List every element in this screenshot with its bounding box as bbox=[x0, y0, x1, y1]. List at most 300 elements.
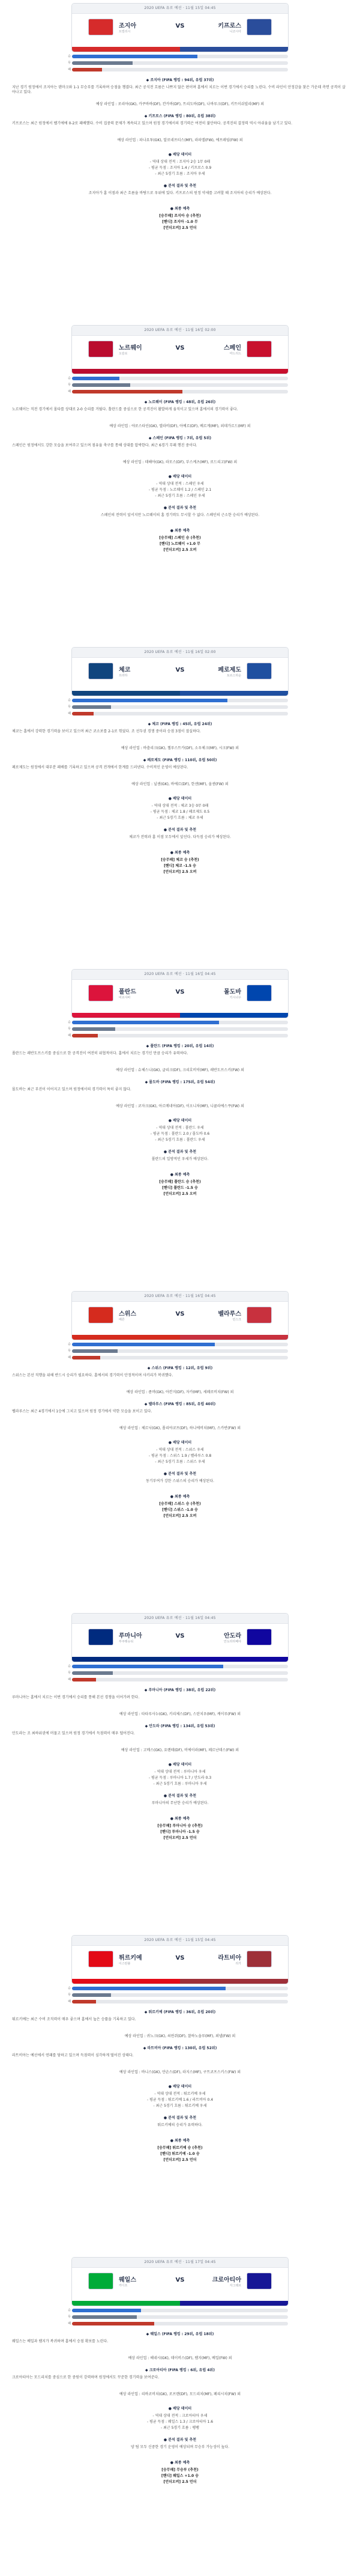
home-analysis-text: 튀르키예는 최근 수비 조직력이 매우 좋으며 홈에서 높은 승률을 기록하고 있다. bbox=[12, 2017, 136, 2022]
home-analysis-text: 노르웨이는 직전 경기에서 몰타를 상대로 2-0 승리를 거뒀다. 홀란드를 중심으로 한 공격진이 활발하게 움직이고 있으며 홈에서의 경기력이 좋다. bbox=[12, 407, 238, 412]
odds-title: ● 배당 데이터 bbox=[168, 2407, 192, 2411]
pick-line: [언더오버] 2.5 오버 bbox=[163, 1192, 197, 1196]
home-team bbox=[72, 658, 162, 694]
home-team bbox=[72, 336, 162, 372]
away-flag-icon bbox=[247, 1307, 271, 1323]
summary-text: 체코가 전력과 홈 이점 모두에서 앞선다. 다득점 승리가 예상된다. bbox=[129, 835, 231, 839]
probability-bars bbox=[68, 376, 288, 396]
probability-label: 무 bbox=[68, 1993, 71, 1997]
result-title: ● 최종 예측 bbox=[170, 1173, 190, 1177]
away-team-name: 스페인 bbox=[224, 345, 241, 351]
odds-line: - 최근 5경기 흐름 : 루마니아 우세 bbox=[153, 1782, 207, 1786]
probability-label: 승 bbox=[68, 1987, 71, 1990]
odds-title: ● 배당 데이터 bbox=[168, 1763, 192, 1767]
away-team-name: 벨라루스 bbox=[218, 1311, 241, 1317]
home-section-title: ◆ 체코 (FIFA 랭킹 : 45위, 유럽 24위) bbox=[148, 722, 212, 726]
home-team-name: 스위스 bbox=[119, 1311, 136, 1317]
probability-label: 승 bbox=[68, 55, 71, 58]
home-team-city: 베른 bbox=[119, 1318, 125, 1322]
probability-track bbox=[72, 1993, 288, 1997]
home-team bbox=[72, 1624, 162, 1660]
odds-title: ● 배당 데이터 bbox=[168, 153, 192, 157]
vs-label: VS bbox=[175, 1633, 185, 1639]
vs-label: VS bbox=[175, 345, 185, 351]
odds-line: - 역대 상대 전적 : 폴란드 우세 bbox=[156, 1126, 204, 1130]
away-section-title: ◆ 키프로스 (FIFA 랭킹 : 80위, 유럽 38위) bbox=[144, 114, 216, 118]
away-color-stripe bbox=[180, 1335, 288, 1340]
probability-label: 패 bbox=[68, 1034, 71, 1037]
probability-fill bbox=[72, 2322, 154, 2325]
probability-label: 패 bbox=[68, 68, 71, 71]
match-header: 2020 UEFA 유로 예선 · 11월 17일 04:45 bbox=[72, 2258, 288, 2268]
home-color-stripe bbox=[72, 1657, 180, 1662]
away-team-city: 리가 bbox=[235, 1962, 241, 1966]
home-section-title: ◆ 루마니아 (FIFA 랭킹 : 38위, 유럽 22위) bbox=[144, 1688, 216, 1692]
away-lineup: 예상 라인업 : 닐센(GK), 바에르(DF), 한센(MF), 올센(FW) 외 bbox=[131, 782, 229, 786]
odds-line: - 평균 득점 : 웨일스 1.3 / 크로아티아 1.6 bbox=[146, 2420, 214, 2424]
probability-fill bbox=[72, 1993, 111, 1997]
probability-fill bbox=[72, 1356, 100, 1359]
probability-track bbox=[72, 1671, 288, 1675]
summary-text: 튀르키예의 승리가 유력하다. bbox=[157, 2123, 203, 2127]
away-lineup: 예상 라인업 : 코자크(GK), 아르메네아(DF), 이오니차(MF), 니쿨라에스쿠(FW) 외 bbox=[116, 1104, 244, 1108]
probability-fill bbox=[72, 390, 182, 393]
home-color-stripe bbox=[72, 1979, 180, 1984]
match-header: 2020 UEFA 유로 예선 · 11월 16일 04:45 bbox=[72, 1292, 288, 1302]
probability-track bbox=[72, 1356, 288, 1359]
probability-track bbox=[72, 1678, 288, 1681]
odds-line: - 역대 상대 전적 : 스페인 우세 bbox=[156, 482, 204, 486]
home-team-name: 루마니아 bbox=[119, 1633, 142, 1639]
home-team-name: 폴란드 bbox=[119, 989, 136, 995]
probability-label: 승 bbox=[68, 1021, 71, 1024]
probability-track bbox=[72, 377, 288, 380]
home-team-name: 튀르키예 bbox=[119, 1955, 142, 1961]
home-analysis-text: 웨일스는 베일과 램지가 복귀하며 홈에서 승점 확보를 노린다. bbox=[12, 2339, 109, 2344]
match-header: 2020 UEFA 유로 예선 · 11월 15일 04:45 bbox=[72, 1936, 288, 1946]
team-color-stripe bbox=[72, 1335, 288, 1340]
probability-label: 승 bbox=[68, 1665, 71, 1668]
result-title: ● 최종 예측 bbox=[170, 529, 190, 533]
probability-fill bbox=[72, 55, 197, 58]
home-flag-icon bbox=[89, 341, 113, 357]
away-team-name: 크로아티아 bbox=[212, 2277, 241, 2283]
probability-bar bbox=[68, 2321, 288, 2326]
odds-line: - 최근 5경기 흐름 : 체코 우세 bbox=[157, 816, 203, 820]
home-section-title: ◆ 폴란드 (FIFA 랭킹 : 20위, 유럽 14위) bbox=[146, 1044, 214, 1048]
probability-track bbox=[72, 2315, 288, 2319]
match-block bbox=[0, 0, 360, 322]
match-banner bbox=[72, 4, 288, 52]
away-flag-icon bbox=[247, 663, 271, 679]
probability-bars bbox=[68, 1020, 288, 1040]
away-team-city: 키시너우 bbox=[229, 996, 241, 1000]
pick-line: [언더오버] 2.5 오버 bbox=[163, 1514, 197, 1518]
home-team-name: 조지아 bbox=[119, 23, 136, 29]
away-team bbox=[198, 2268, 288, 2304]
team-color-stripe bbox=[72, 1013, 288, 1018]
summary-text: 루마니아의 무난한 승리가 예상된다. bbox=[151, 1801, 209, 1805]
result-title: ● 최종 예측 bbox=[170, 851, 190, 855]
probability-track bbox=[72, 1343, 288, 1346]
home-color-stripe bbox=[72, 691, 180, 696]
summary-text: 동기부여가 강한 스위스의 승리가 예상된다. bbox=[146, 1479, 214, 1483]
odds-title: ● 배당 데이터 bbox=[168, 475, 192, 479]
probability-label: 패 bbox=[68, 2000, 71, 2003]
home-color-stripe bbox=[72, 1335, 180, 1340]
home-color-stripe bbox=[72, 2301, 180, 2306]
probability-track bbox=[72, 383, 288, 387]
pick-line: [승무패] 스위스 승 (추천) bbox=[159, 1502, 201, 1506]
probability-label: 패 bbox=[68, 712, 71, 715]
away-team bbox=[198, 1624, 288, 1660]
probability-track bbox=[72, 699, 288, 702]
home-section-title: ◆ 스위스 (FIFA 랭킹 : 12위, 유럽 9위) bbox=[147, 1366, 213, 1370]
home-flag-icon bbox=[89, 2273, 113, 2289]
home-flag-icon bbox=[89, 19, 113, 35]
probability-fill bbox=[72, 2315, 137, 2319]
summary-title: ● 분석 결과 및 추천 bbox=[163, 1150, 197, 1154]
away-team-city: 안도라라베야 bbox=[224, 1640, 241, 1644]
away-color-stripe bbox=[180, 2301, 288, 2306]
probability-label: 무 bbox=[68, 705, 71, 709]
home-analysis-text: 체코는 홈에서 강력한 경기력을 보이고 있으며 최근 코소보를 2-1로 꺾었다. 조 선두권 경쟁 중이라 승점 3점이 절실하다. bbox=[12, 729, 201, 734]
home-team-city: 프라하 bbox=[119, 674, 128, 678]
probability-track bbox=[72, 1665, 288, 1668]
match-block bbox=[0, 1610, 360, 1932]
away-team bbox=[198, 336, 288, 372]
away-analysis-text: 라트비아는 예선에서 연패를 당하고 있으며 득점력이 심각하게 떨어진 상태다. bbox=[12, 2053, 134, 2058]
away-team-name: 페로제도 bbox=[218, 667, 241, 673]
away-color-stripe bbox=[180, 1657, 288, 1662]
summary-text: 양 팀 모두 신중한 경기 운영이 예상되며 무승부 가능성이 높다. bbox=[131, 2445, 229, 2449]
summary-title: ● 분석 결과 및 추천 bbox=[163, 828, 197, 832]
odds-title: ● 배당 데이터 bbox=[168, 2085, 192, 2089]
home-lineup: 예상 라인업 : 헤네시(GK), 데이비스(DF), 램지(MF), 베일(FW) 외 bbox=[128, 2356, 232, 2360]
pick-line: [핸디] 체코 -1.5 승 bbox=[164, 864, 196, 868]
summary-text: 폴란드의 일방적인 우세가 예상된다. bbox=[151, 1157, 209, 1161]
away-lineup: 예상 라인업 : 데헤아(GK), 라모스(DF), 부스케츠(MF), 로드리고(FW) 외 bbox=[122, 460, 238, 464]
home-team bbox=[72, 14, 162, 50]
home-section-title: ◆ 조지아 (FIFA 랭킹 : 94위, 유럽 37위) bbox=[146, 78, 214, 82]
pick-line: [언더오버] 2.5 오버 bbox=[163, 548, 197, 552]
summary-text: 조지아가 홈 이점과 최근 흐름을 바탕으로 우위에 있다. 키프로스의 원정 약세를 고려할 때 조지아의 승리가 예상된다. bbox=[88, 191, 272, 195]
probability-bars bbox=[68, 698, 288, 718]
away-section-title: ◆ 벨라루스 (FIFA 랭킹 : 85위, 유럽 40위) bbox=[144, 1402, 216, 1406]
probability-label: 승 bbox=[68, 377, 71, 380]
home-team-city: 이스탄불 bbox=[119, 1962, 131, 1966]
home-analysis-text: 루마니아는 홈에서 치르는 이번 경기에서 승리를 통해 본선 경쟁을 이어가려 한다. bbox=[12, 1695, 140, 1700]
away-analysis-text: 크로아티아는 모드리치를 중심으로 한 중원이 강력하며 원정에서도 꾸준한 경기력을 보여준다. bbox=[12, 2375, 160, 2380]
odds-line: - 역대 상대 전적 : 체코 3승 0무 0패 bbox=[151, 804, 209, 808]
probability-bars bbox=[68, 1664, 288, 1684]
home-flag-icon bbox=[89, 1951, 113, 1967]
summary-title: ● 분석 결과 및 추천 bbox=[163, 2438, 197, 2442]
odds-line: - 평균 득점 : 루마니아 1.7 / 안도라 0.3 bbox=[148, 1776, 212, 1780]
home-lineup: 예상 라인업 : 로리아(GK), 카쿠바바(DF), 칸카바(DF), 트리도바(DF), 나바루크(DF), 키트이쉬빌리(MF) 외 bbox=[95, 102, 265, 106]
away-section-title: ◆ 크로아티아 (FIFA 랭킹 : 6위, 유럽 4위) bbox=[145, 2368, 215, 2372]
away-section-title: ◆ 페로제도 (FIFA 랭킹 : 110위, 유럽 50위) bbox=[143, 758, 217, 762]
away-color-stripe bbox=[180, 1979, 288, 1984]
home-team-city: 바르샤바 bbox=[119, 996, 131, 1000]
match-banner bbox=[72, 2258, 288, 2306]
away-lineup: 예상 라인업 : 고메스(GK), 요렌테(DF), 비에이라(MF), 페르난데스(FW) 외 bbox=[121, 1748, 239, 1752]
odds-line: - 최근 5경기 흐름 : 튀르키예 우세 bbox=[153, 2104, 207, 2108]
probability-bar bbox=[68, 1027, 288, 1031]
home-color-stripe bbox=[72, 369, 180, 374]
away-flag-icon bbox=[247, 341, 271, 357]
team-color-stripe bbox=[72, 369, 288, 374]
summary-text: 스페인의 전력이 앞서지만 노르웨이의 홈 경기력도 무시할 수 없다. 스페인의 근소한 승리가 예상된다. bbox=[100, 513, 260, 517]
pick-line: [핸디] 조지아 -1.0 무 bbox=[162, 220, 198, 224]
home-team-name: 체코 bbox=[119, 667, 131, 673]
probability-bar bbox=[68, 1677, 288, 1682]
probability-label: 무 bbox=[68, 61, 71, 65]
probability-bar bbox=[68, 2308, 288, 2313]
match-block bbox=[0, 966, 360, 1288]
away-section-title: ◆ 라트비아 (FIFA 랭킹 : 130위, 유럽 52위) bbox=[143, 2046, 217, 2050]
pick-line: [언더오버] 2.5 언더 bbox=[163, 226, 197, 230]
team-color-stripe bbox=[72, 2301, 288, 2306]
probability-bar bbox=[68, 1999, 288, 2004]
match-banner bbox=[72, 326, 288, 374]
probability-label: 무 bbox=[68, 1027, 71, 1031]
result-title: ● 최종 예측 bbox=[170, 1817, 190, 1821]
team-color-stripe bbox=[72, 691, 288, 696]
home-lineup: 예상 라인업 : 바츨리크(GK), 첼루스트카(DF), 소우체크(MF), 시크(FW) 외 bbox=[121, 746, 239, 750]
away-lineup: 예상 라인업 : 리바코비치(GK), 로브렌(DF), 모드리치(MF), 페리시치(FW) 외 bbox=[119, 2392, 241, 2396]
home-lineup: 예상 라인업 : 좀머(GK), 아칸지(DF), 자카(MF), 세페로비치(FW) 외 bbox=[126, 1390, 234, 1394]
probability-bar bbox=[68, 376, 288, 381]
pick-line: [핸디] 폴란드 -1.5 승 bbox=[162, 1186, 198, 1190]
odds-line: - 역대 상대 전적 : 크로아티아 우세 bbox=[152, 2414, 208, 2418]
away-flag-icon bbox=[247, 19, 271, 35]
probability-fill bbox=[72, 1665, 223, 1668]
vs-label: VS bbox=[175, 1311, 185, 1317]
summary-title: ● 분석 결과 및 추천 bbox=[163, 506, 197, 510]
home-analysis-text: 스위스는 본선 직행을 위해 반드시 승리가 필요하다. 홈에서의 경기력이 안정적이며 샤키리가 복귀했다. bbox=[12, 1373, 173, 1378]
odds-line: - 평균 득점 : 노르웨이 1.2 / 스페인 2.1 bbox=[148, 488, 212, 492]
probability-fill bbox=[72, 2309, 141, 2312]
match-banner bbox=[72, 1292, 288, 1340]
away-team bbox=[198, 14, 288, 50]
probability-bar bbox=[68, 1671, 288, 1675]
odds-title: ● 배당 데이터 bbox=[168, 797, 192, 801]
home-section-title: ◆ 웨일스 (FIFA 랭킹 : 29위, 유럽 18위) bbox=[146, 2332, 214, 2336]
away-analysis-text: 안도라는 조 최하위권에 머물고 있으며 원정 경기에서 득점력이 매우 떨어진다. bbox=[12, 1731, 135, 1736]
match-header: 2020 UEFA 유로 예선 · 11월 16일 02:00 bbox=[72, 648, 288, 658]
pick-line: [승무패] 폴란드 승 (추천) bbox=[159, 1180, 201, 1184]
odds-line: - 최근 5경기 흐름 : 스페인 우세 bbox=[155, 494, 205, 498]
probability-track bbox=[72, 705, 288, 709]
summary-title: ● 분석 결과 및 추천 bbox=[163, 184, 197, 188]
probability-track bbox=[72, 1034, 288, 1037]
odds-line: - 평균 득점 : 폴란드 2.0 / 몰도바 0.6 bbox=[150, 1132, 210, 1136]
pick-line: [승무패] 체코 승 (추천) bbox=[161, 858, 199, 862]
home-lineup: 예상 라인업 : 귀노크(GK), 쇠윈쥐(DF), 찰하노을루(MF), 외넬(FW) 외 bbox=[124, 2034, 236, 2038]
probability-fill bbox=[72, 1034, 98, 1037]
probability-track bbox=[72, 2322, 288, 2325]
away-analysis-text: 스페인은 원정에서도 강한 모습을 보여주고 있으며 점유율 축구를 통해 상대를 압박한다. 최근 6경기 무패 행진 중이다. bbox=[12, 443, 197, 448]
pick-line: [언더오버] 2.5 오버 bbox=[163, 870, 197, 874]
probability-fill bbox=[72, 1678, 96, 1681]
away-color-stripe bbox=[180, 1013, 288, 1018]
probability-track bbox=[72, 390, 288, 393]
pick-line: [언더오버] 2.5 언더 bbox=[163, 1836, 197, 1840]
probability-bar bbox=[68, 1355, 288, 1360]
probability-fill bbox=[72, 383, 130, 387]
away-lineup: 예상 라인업 : 파나요투(GK), 알로네프티스(MF), 라파엘(FW), 에프레임(FW) 외 bbox=[117, 138, 243, 142]
probability-track bbox=[72, 2000, 288, 2003]
probability-bar bbox=[68, 383, 288, 387]
home-lineup: 예상 라인업 : 타타루사누(GK), 키리체스(DF), 스탄치우(MF), 케이루(FW) 외 bbox=[119, 1712, 241, 1716]
match-block bbox=[0, 322, 360, 644]
probability-label: 무 bbox=[68, 1671, 71, 1675]
match-header: 2020 UEFA 유로 예선 · 11월 16일 02:00 bbox=[72, 326, 288, 336]
probability-fill bbox=[72, 705, 111, 709]
vs-label: VS bbox=[175, 989, 185, 995]
match-block bbox=[0, 644, 360, 966]
home-team bbox=[72, 2268, 162, 2304]
pick-line: [핸디] 스위스 -1.0 승 bbox=[162, 1508, 198, 1512]
pick-line: [승무패] 무승부 (추천) bbox=[161, 2468, 199, 2472]
probability-bar bbox=[68, 1033, 288, 1038]
odds-line: - 최근 5경기 흐름 : 스위스 우세 bbox=[155, 1460, 205, 1464]
probability-label: 승 bbox=[68, 699, 71, 702]
probability-fill bbox=[72, 1349, 118, 1353]
probability-bar bbox=[68, 61, 288, 65]
away-lineup: 예상 라인업 : 체르닉(GK), 폴리야코프(DF), 하니에비치(MF), 스카반(FW) 외 bbox=[119, 1426, 241, 1430]
match-header: 2020 UEFA 유로 예선 · 11월 15일 04:45 bbox=[72, 4, 288, 14]
probability-label: 패 bbox=[68, 2322, 71, 2325]
away-flag-icon bbox=[247, 1951, 271, 1967]
pick-line: [핸디] 튀르키예 -1.0 승 bbox=[160, 2152, 200, 2156]
pick-line: [핸디] 웨일스 +1.0 승 bbox=[161, 2474, 199, 2478]
away-team-name: 키프로스 bbox=[218, 23, 241, 29]
home-lineup: 예상 라인업 : 슈체스니(GK), 글리크(DF), 크리호비악(MF), 레반도프스키(FW) 외 bbox=[116, 1068, 244, 1072]
odds-line: - 최근 5경기 흐름 : 폴란드 우세 bbox=[155, 1138, 205, 1142]
probability-fill bbox=[72, 377, 119, 380]
summary-title: ● 분석 결과 및 추천 bbox=[163, 1472, 197, 1476]
probability-bar bbox=[68, 54, 288, 59]
pick-line: [핸디] 노르웨이 +1.0 무 bbox=[160, 542, 200, 546]
away-analysis-text: 페로제도는 원정에서 대부분 패배를 기록하고 있으며 공격 전개에서 한계를 드러낸다. 수비적인 운영이 예상된다. bbox=[12, 765, 188, 770]
away-team-city: 토르스하운 bbox=[226, 674, 241, 678]
probability-bar bbox=[68, 698, 288, 703]
probability-bar bbox=[68, 2315, 288, 2319]
probability-fill bbox=[72, 699, 227, 702]
probability-track bbox=[72, 61, 288, 65]
odds-line: - 역대 상대 전적 : 조지아 2승 1무 0패 bbox=[149, 160, 211, 164]
vs-label: VS bbox=[175, 1955, 185, 1961]
probability-bar bbox=[68, 1993, 288, 1997]
probability-track bbox=[72, 1027, 288, 1031]
away-color-stripe bbox=[180, 369, 288, 374]
away-team bbox=[198, 1946, 288, 1982]
home-color-stripe bbox=[72, 47, 180, 52]
away-team-name: 안도라 bbox=[224, 1633, 241, 1639]
odds-line: - 역대 상대 전적 : 튀르키예 우세 bbox=[154, 2092, 206, 2096]
home-analysis-text: 지난 경기 원정에서 조지아는 덴마크와 1-1 무승부를 기록하며 승점을 챙겼다. 최근 공식전 흐름은 나쁘지 않은 편이며 홈에서 치르는 이번 경기에서 승리를 노린다. 수비 라인이 안정감을 찾은 가운데 측면 공격이 살아나고 있다. bbox=[12, 85, 346, 94]
odds-line: - 최근 5경기 흐름 : 조지아 우세 bbox=[155, 172, 205, 176]
home-team-city: 트빌리시 bbox=[119, 30, 131, 34]
probability-track bbox=[72, 2309, 288, 2312]
away-team-city: 민스크 bbox=[232, 1318, 241, 1322]
vs-label: VS bbox=[175, 2277, 185, 2283]
home-team-city: 오슬로 bbox=[119, 352, 128, 356]
away-team-city: 자그레브 bbox=[229, 2284, 241, 2288]
odds-line: - 최근 5경기 흐름 : 팽팽 bbox=[161, 2426, 199, 2430]
away-lineup: 예상 라인업 : 바니스(GK), 얀손스(DF), 라지스(MF), 구트코프스키스(FW) 외 bbox=[119, 2070, 241, 2074]
home-flag-icon bbox=[89, 1629, 113, 1645]
pick-line: [핸디] 루마니아 -1.5 승 bbox=[160, 1830, 200, 1834]
pick-line: [승무패] 스페인 승 (추천) bbox=[159, 536, 201, 540]
probability-fill bbox=[72, 68, 102, 71]
probability-label: 패 bbox=[68, 1678, 71, 1681]
away-team bbox=[198, 1302, 288, 1338]
result-title: ● 최종 예측 bbox=[170, 2139, 190, 2143]
summary-title: ● 분석 결과 및 추천 bbox=[163, 1794, 197, 1798]
away-team-name: 라트비아 bbox=[218, 1955, 241, 1961]
probability-label: 패 bbox=[68, 390, 71, 393]
odds-line: - 역대 상대 전적 : 루마니아 우세 bbox=[154, 1770, 206, 1774]
away-team-name: 몰도바 bbox=[224, 989, 241, 995]
away-color-stripe bbox=[180, 691, 288, 696]
probability-track bbox=[72, 68, 288, 71]
vs-label: VS bbox=[175, 667, 185, 673]
odds-line: - 평균 득점 : 체코 1.8 / 페로제도 0.5 bbox=[150, 810, 210, 814]
probability-bar bbox=[68, 67, 288, 72]
home-lineup: 예상 라인업 : 야로스타인(GK), 엘라비(DF), 아예르(DF), 베르게(MF), 외데가르드(MF) 외 bbox=[109, 424, 251, 428]
probability-label: 무 bbox=[68, 2315, 71, 2319]
home-team-city: 부쿠레슈티 bbox=[119, 1640, 134, 1644]
home-analysis-text: 폴란드는 레반도프스키를 중심으로 한 공격진이 여전히 위협적이다. 홈에서 치르는 경기인 만큼 승리가 유력하다. bbox=[12, 1051, 188, 1056]
probability-bar bbox=[68, 705, 288, 709]
probability-track bbox=[72, 1021, 288, 1024]
home-team-name: 노르웨이 bbox=[119, 345, 142, 351]
home-flag-icon bbox=[89, 985, 113, 1001]
away-section-title: ◆ 안도라 (FIFA 랭킹 : 134위, 유럽 53위) bbox=[145, 1724, 215, 1728]
home-section-title: ◆ 노르웨이 (FIFA 랭킹 : 48위, 유럽 26위) bbox=[144, 400, 216, 404]
away-team-city: 니코시아 bbox=[229, 30, 241, 34]
pick-line: [승무패] 조지아 승 (추천) bbox=[159, 214, 201, 218]
pick-line: [승무패] 튀르키예 승 (추천) bbox=[157, 2146, 203, 2150]
home-flag-icon bbox=[89, 663, 113, 679]
probability-bar bbox=[68, 711, 288, 716]
probability-bar bbox=[68, 1349, 288, 1353]
away-team bbox=[198, 980, 288, 1016]
away-flag-icon bbox=[247, 2273, 271, 2289]
probability-bar bbox=[68, 389, 288, 394]
match-banner bbox=[72, 1614, 288, 1662]
match-banner bbox=[72, 970, 288, 1018]
probability-bars bbox=[68, 54, 288, 74]
probability-label: 패 bbox=[68, 1356, 71, 1359]
pick-line: [승무패] 루마니아 승 (추천) bbox=[157, 1824, 203, 1828]
match-block bbox=[0, 1288, 360, 1610]
probability-label: 승 bbox=[68, 2309, 71, 2312]
probability-bars bbox=[68, 2308, 288, 2328]
team-color-stripe bbox=[72, 47, 288, 52]
probability-fill bbox=[72, 2000, 96, 2003]
probability-fill bbox=[72, 1671, 113, 1675]
vs-label: VS bbox=[175, 23, 185, 29]
away-section-title: ◆ 스페인 (FIFA 랭킹 : 7위, 유럽 5위) bbox=[148, 436, 212, 440]
home-team-city: 카디프 bbox=[119, 2284, 128, 2288]
away-color-stripe bbox=[180, 47, 288, 52]
away-analysis-text: 키프로스는 최근 원정에서 벨기에에 0-2로 패배했다. 수비 집중력 문제가 계속되고 있으며 원정 경기에서의 경기력은 여전히 불안하다. 공격진의 결정력 역시 아쉬움을 남기고 있다. bbox=[12, 121, 293, 126]
probability-fill bbox=[72, 1021, 219, 1024]
